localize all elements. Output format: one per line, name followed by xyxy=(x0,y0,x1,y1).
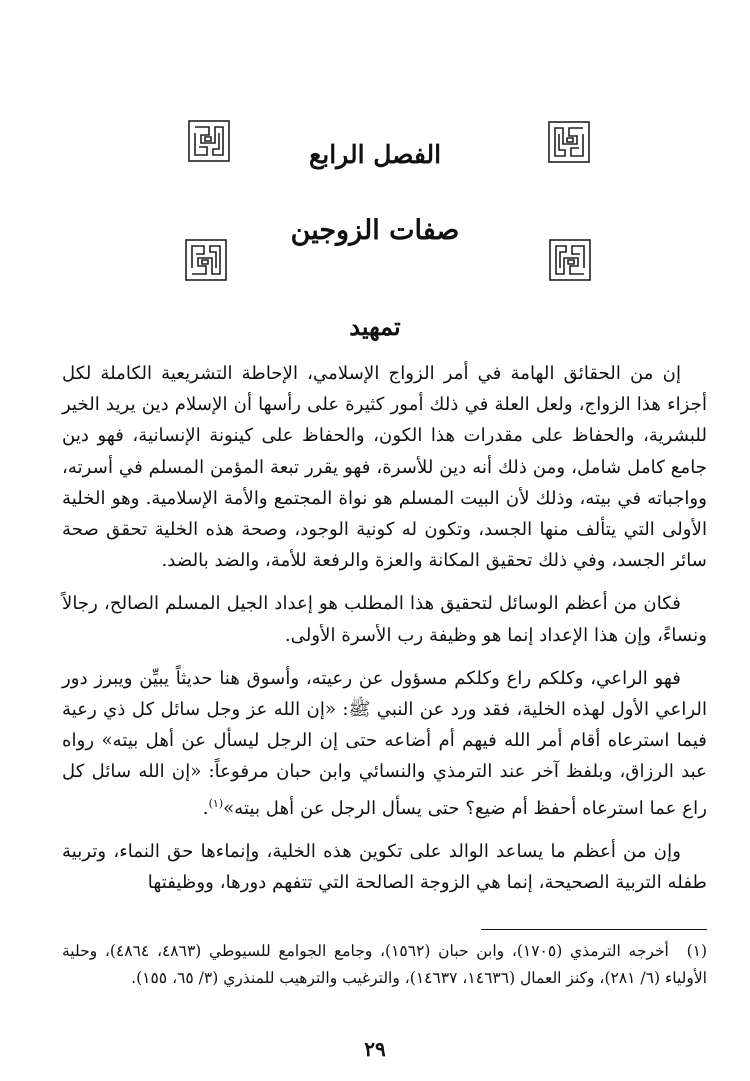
section-title: صفات الزوجين xyxy=(290,215,460,246)
footnote-text: أخرجه الترمذي (١٧٠٥)، وابن حبان (١٥٦٢)، وجامع الجوامع للسيوطي (٤٨٦٣، ٤٨٦٤)، وحلية الأولياء (٦/ ٢٨١)، وكنز العمال (١٤٦٣٦، ١٤٦٣٧)، والترغيب والترهيب للمنذري (٣/ ٦٥، ١٥٥). xyxy=(62,942,707,987)
footnote xyxy=(62,938,707,992)
paragraph: إن من الحقائق الهامة في أمر الزواج الإسلامي، الإحاطة التشريعية الكاملة لكل أجزاء هذا الزواج، ولعل العلة في ذلك أمور كثيرة على رأسها أن الإسلام دين يريد الخير للبشرية، والحفاظ على مقدرات هذا الكون، والحفاظ على كينونة الإنسانية، فهو دين جامع كامل شامل، ومن ذلك أنه دين للأسرة، فهو يقرر تبعة المؤمن المسلم في أسرته، وواجباته في بيته، وذلك لأن البيت المسلم هو نواة المجتمع والأمة الإسلامية. وهو الخلية الأولى التي يتألف منها الجسد، وتكون له كونية الوجود، وصحة هذه الخلية تحقق صحة سائر الجسد، وفي ذلك تحقيق المكانة والعزة والرفعة للأمة، والضد بالضد. xyxy=(62,363,707,572)
body-text xyxy=(62,358,707,910)
paragraph: فكان من أعظم الوسائل لتحقيق هذا المطلب هو إعداد الجيل المسلم الصالح، رجالاً ونساءً، وإن هذا الإعداد إنما هو وظيفة رب الأسرة الأولى. xyxy=(62,593,707,646)
footnote-number: (١) xyxy=(686,942,708,960)
paragraph: فهو الراعي، وكلكم راع وكلكم مسؤول عن رعيته، وأسوق هنا حديثاً يبيِّن ويبرز دور الراعي الأول لهذه الخلية، فقد ورد عن النبي ﷺ: «إن الله عز وجل سائل كل ذي رعية فيما استرعاه أقام أمر الله فيهم أم أضاعه حتى إن الرجل ليسأل عن أهل بيته» رواه عبد الرزاق، وبلفظ آخر عند الترمذي والنسائي وابن حبان مرفوعاً: «إن الله سائل كل راع عما استرعاه أحفظ أم ضيع؟ حتى يسأل الرجل عن أهل بيته»$^{(١)}$. xyxy=(62,667,707,819)
footnote-marker: (١) xyxy=(208,796,224,810)
page-number: ٢٩ xyxy=(364,1037,386,1061)
ornament-icon xyxy=(545,118,593,166)
chapter-title: الفصل الرابع xyxy=(308,140,442,169)
paragraph-text: فهو الراعي، وكلكم راع وكلكم مسؤول عن رعيته، وأسوق هنا حديثاً يبيِّن ويبرز دور الراعي الأول لهذه الخلية، فقد ورد عن النبي ﷺ: «إن الله عز وجل سائل كل ذي رعية فيما استرعاه أقام أمر الله فيهم أم أضاعه حتى إن الرجل ليسأل عن أهل بيته» رواه عبد الرزاق، وبلفظ آخر عند الترمذي والنسائي وابن حبان مرفوعاً: «إن الله سائل كل راع عما استرعاه أحفظ أم ضيع؟ حتى يسأل الرجل عن أهل بيته» xyxy=(62,667,707,819)
intro-heading: تمهيد xyxy=(349,312,401,341)
footnote-divider xyxy=(481,929,707,930)
paragraph: وإن من أعظم ما يساعد الوالد على تكوين هذه الخلية، وإنماءها حق النماء، وتربية طفله التربية الصحيحة، إنما هي الزوجة الصالحة التي تتفهم دورها، ووظيفتها xyxy=(62,840,707,894)
ornament-icon xyxy=(546,236,594,284)
